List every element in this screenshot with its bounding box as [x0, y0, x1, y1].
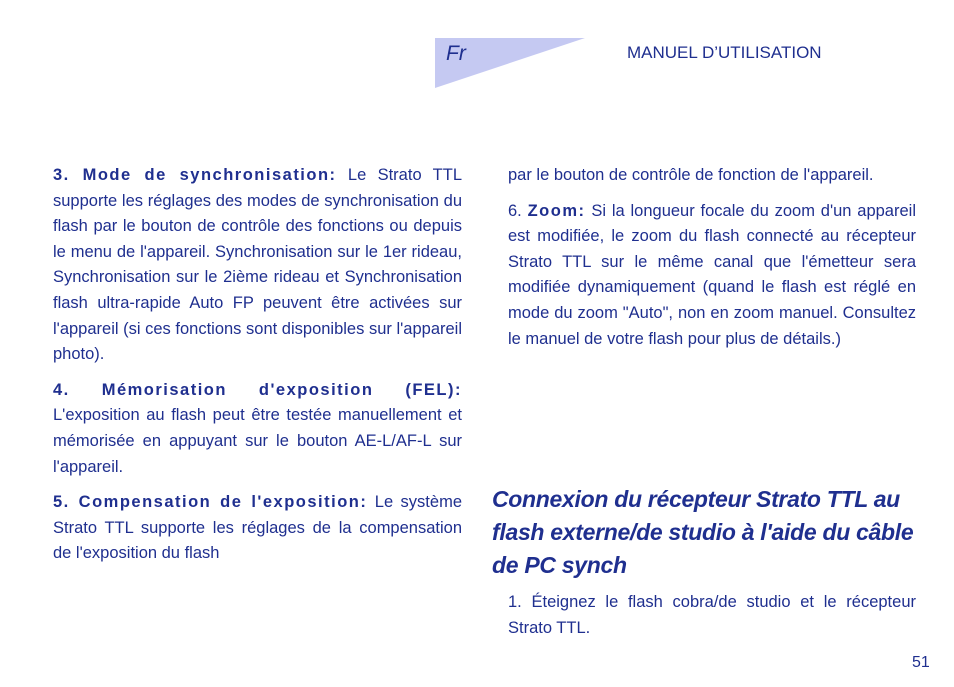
page-number: 51	[912, 654, 930, 671]
sync-mode-text: Le Strato TTL supporte les réglages des modes de synchronisation du flash par le bouton de contrôle des fonctions ou depuis le menu de l'appareil. Synchronisation sur le 1er rideau, Synchronisation sur le 2ième rideau et Synchronisation flash ultra-rapide Auto FP peuvent être activées sur l'appareil (si ces fonctions sont disponibles sur l'appareil photo).	[53, 166, 462, 364]
sync-mode-title: 3. Mode de synchronisation:	[53, 166, 337, 184]
step-1: 1. Éteignez le flash cobra/de studio et le récepteur Strato TTL.	[508, 593, 916, 637]
section-heading: Connexion du récepteur Strato TTL au flash externe/de studio à l'aide du câble de PC synch	[492, 486, 914, 578]
paragraph-exposure-compensation-cont: par le bouton de contrôle de fonction de l'appareil.	[508, 166, 874, 184]
right-column	[508, 163, 916, 362]
language-label: Fr	[446, 42, 466, 65]
fel-text: L'exposition au flash peut être testée manuellement et mémorisée en appuyant sur le bouton AE-L/AF-L sur l'appareil.	[53, 406, 462, 476]
zoom-prefix: 6.	[508, 201, 528, 220]
paragraph-zoom	[508, 199, 916, 353]
paragraph-exposure-compensation	[53, 490, 462, 567]
zoom-title: Zoom:	[527, 201, 586, 220]
left-column	[53, 163, 462, 577]
manual-title: MANUEL D’UTILISATION	[627, 43, 822, 62]
paragraph-fel	[53, 378, 462, 480]
paragraph-sync-mode	[53, 163, 462, 368]
zoom-text: Si la longueur focale du zoom d'un appareil est modifiée, le zoom du flash connecté au récepteur Strato TTL sur le même canal que l'émetteur sera modifiée dynamiquement (quand le flash est réglé en mode du zoom "Auto", non en zoom manuel. Consultez le manuel de votre flash pour plus de détails.)	[508, 201, 916, 348]
exposure-compensation-title: 5. Compensation de l'exposition:	[53, 493, 368, 512]
exposure-compensation-text: Le système Strato TTL supporte les réglages de la compensation de l'exposition du flash	[53, 493, 462, 563]
fel-title: 4. Mémorisation d'exposition (FEL):	[53, 380, 462, 399]
